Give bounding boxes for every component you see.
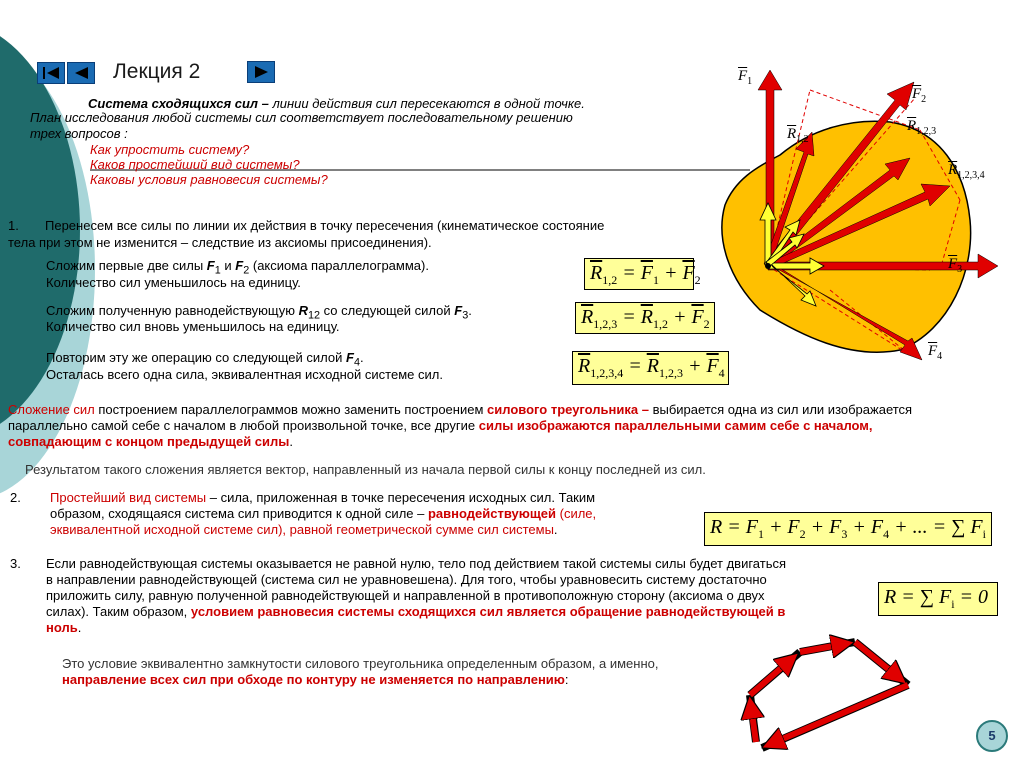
question-2: Каков простейший вид системы? (90, 157, 300, 172)
step3-line1: Если равнодействующая системы оказывается не равной нулю, тело под действием такой системы силы будет двигаться (46, 556, 787, 571)
step1-line2: тела при этом не изменится – следствие из аксиомы присоединения). (8, 235, 432, 250)
step1b-line2: Количество сил вновь уменьшилось на единицу. (46, 319, 340, 334)
step1a-line2: Количество сил уменьшилось на единицу. (46, 275, 301, 290)
closing-line2: направление всех сил при обходе по контуру не изменяется по направлению: (62, 672, 569, 687)
step2-line2: образом, сходящаяся система сил приводится к одной силе – равнодействующей (силе, (50, 506, 597, 521)
label-r123: $\overline{R}_{1,2,3}$ (907, 118, 937, 137)
nav-next-button[interactable] (247, 61, 275, 83)
formula-resultant-sum: $R = F_1 + F_2 + F_3 + F_4$ + ... = ∑ $F_i$ (704, 512, 992, 546)
rigid-body (722, 121, 971, 352)
definition: Система сходящихся сил – линии действия сил пересекаются в одной точке. (88, 96, 585, 111)
page-title: Лекция 2 (113, 60, 201, 83)
step3-number: 3. (10, 556, 21, 571)
triangle-para-line2: параллельно самой себе с началом в любой произвольной точке, все другие силы изображаются параллельными самим себе с началом, (8, 418, 873, 433)
step1-line1: Перенесем все силы по линии их действия в точку пересечения (кинематическое состояние (45, 218, 605, 233)
step1c-line1: Повторим эту же операцию со следующей силой $F_4$. (46, 350, 364, 369)
label-f1: $\overline{F}_1$ (738, 68, 753, 87)
question-3: Каковы условия равновесия системы? (90, 172, 328, 187)
plan-line2: трех вопросов : (30, 126, 128, 141)
nav-next-icon (248, 62, 274, 82)
force-polygon (740, 630, 930, 762)
nav-prev-icon (68, 63, 94, 83)
label-r1234: $\overline{R}_{1,2,3,4}$ (948, 162, 985, 181)
step3-line2: в направлении равнодействующей (система сил не уравновешена). Для того, чтобы уравновесить систему достаточно (46, 572, 767, 587)
result-line: Результатом такого сложения является вектор, направленный из начала первой силы к концу последней из сил. (25, 462, 706, 477)
step3-line4: силах). Таким образом, условием равновесия системы сходящихся сил является обращение равнодействующей в (46, 604, 786, 619)
question-1: Как упростить систему? (90, 142, 250, 157)
label-f4: $\overline{F}_4$ (928, 343, 943, 362)
step2-line1: Простейший вид системы – сила, приложенная в точке пересечения исходных сил. Таким (50, 490, 596, 505)
plan-line1: План исследования любой системы сил соответствует последовательному решению (30, 110, 573, 125)
step1-number: 1. (8, 218, 19, 233)
nav-first-icon (38, 63, 64, 83)
formula-r12: $\overline{R}_{1,2} = \overline{F}_1 + \overline{F}_2$ (584, 258, 694, 290)
step1a-line1: Сложим первые две силы $F_1$ и $F_2$ (аксиома параллелограмма). (46, 258, 429, 277)
step3-line3: приложить силу, равную полученной равнодействующей и направленной в противоположную сторону (аксиома о двух (46, 588, 765, 603)
step1c-line2: Осталась всего одна сила, эквивалентная исходной системе сил. (46, 367, 443, 382)
force-diagram (700, 60, 1020, 390)
triangle-para-line3: совпадающим с концом предыдущей силы. (8, 434, 294, 449)
triangle-para-line1: Сложение сил построением параллелограммов можно заменить построением силового треугольника – выбирается одна из сил или изображается (8, 402, 913, 417)
step3-line5: ноль. (46, 620, 82, 635)
step2-line3: эквивалентной исходной системе сил), равной геометрической сумме сил системы. (50, 522, 558, 537)
formula-r123: $\overline{R}_{1,2,3} = \overline{R}_{1,2} + \overline{F}_2$ (575, 302, 715, 334)
formula-r1234: $\overline{R}_{1,2,3,4} = \overline{R}_{1,2,3} + \overline{F}_4$ (572, 351, 729, 385)
nav-prev-button[interactable] (67, 62, 95, 84)
closing-line1: Это условие эквивалентно замкнутости силового треугольника определенным образом, а именно, (62, 656, 659, 671)
page-number-badge: 5 (976, 720, 1008, 752)
nav-first-button[interactable] (37, 62, 65, 84)
label-r12: $\overline{R}_{1,2}$ (787, 126, 809, 145)
step1b-line1: Сложим полученную равнодействующую $R_{12}$ со следующей силой $F_3$. (46, 303, 472, 322)
label-f3: $\overline{F}_3$ (948, 256, 963, 275)
label-f2: $\overline{F}_2$ (912, 86, 927, 105)
formula-equilibrium: R = ∑ $F_i = 0$ (878, 582, 998, 616)
step2-number: 2. (10, 490, 21, 505)
